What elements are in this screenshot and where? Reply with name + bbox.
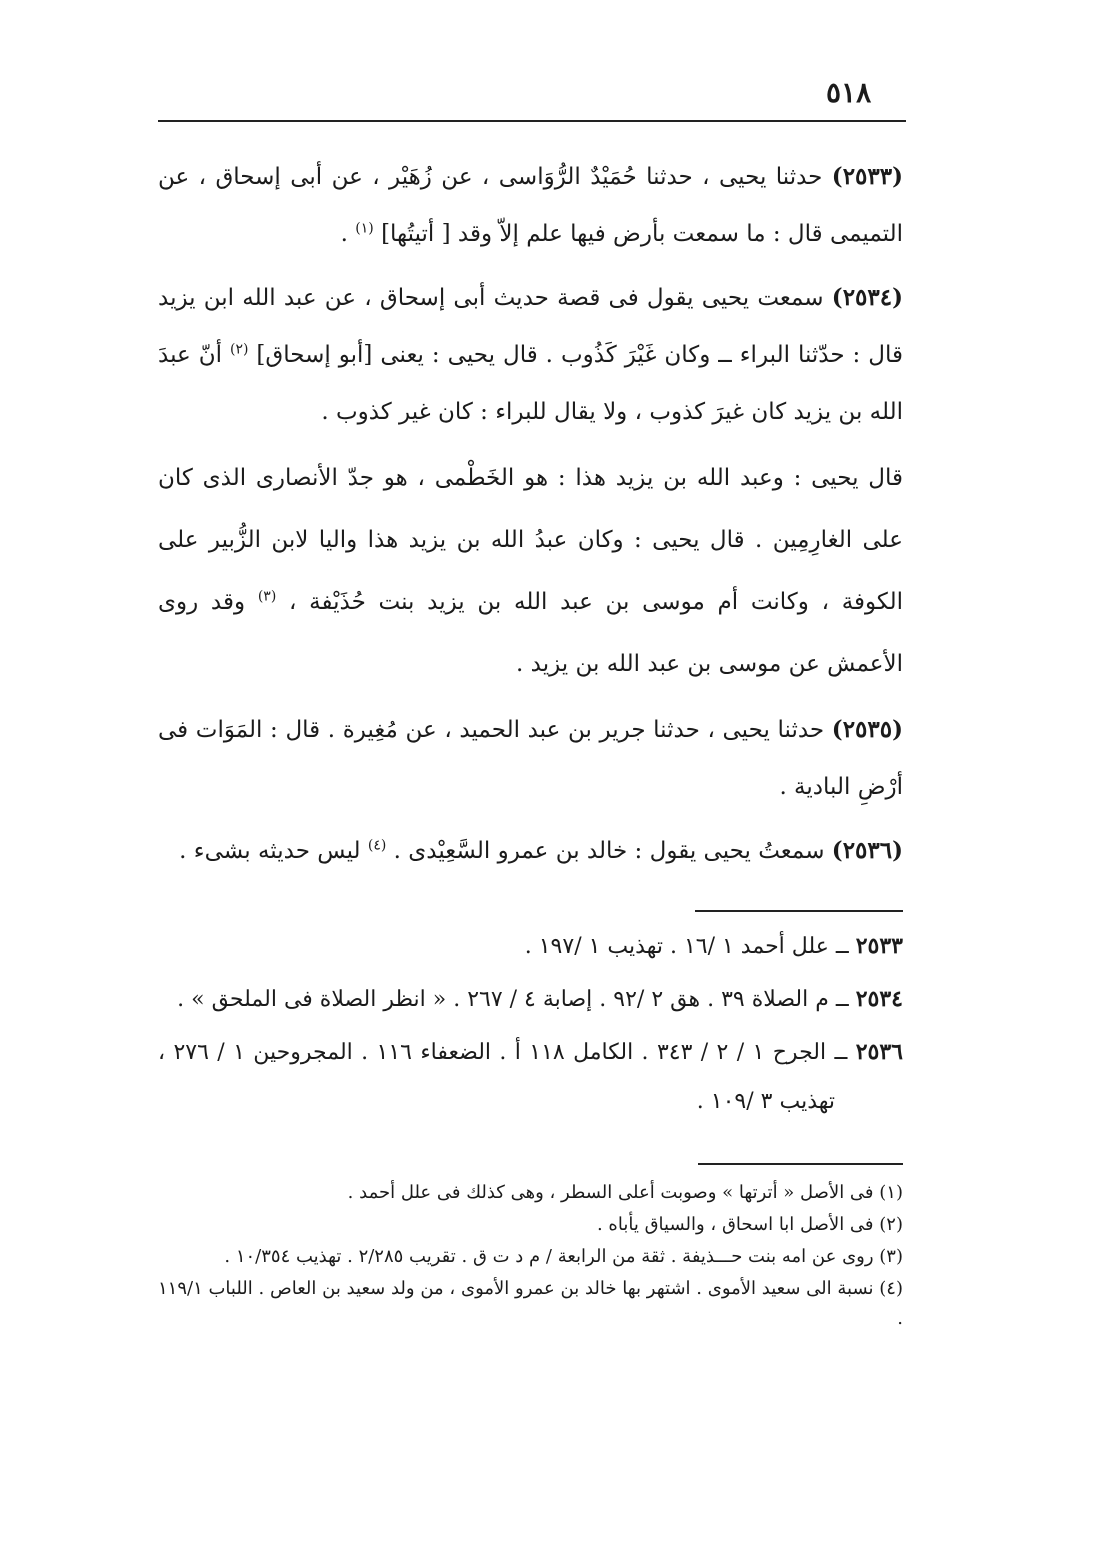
references xyxy=(158,922,903,1130)
footnote-1 xyxy=(158,1178,903,1208)
references-rule xyxy=(695,910,903,912)
footnote-2 xyxy=(158,1210,903,1240)
footnote-marker: (٢) xyxy=(229,341,249,358)
footnote-marker: (٣) xyxy=(257,588,277,605)
hadith-number: (٢٥٣٤) xyxy=(831,284,903,311)
hadith-text: حدثنا يحيى ، حدثنا جرير بن عبد الحميد ، عن مُغِيرة . قال : المَوَات فى أرْضِ البادية . xyxy=(158,717,903,800)
reference-text: ــ م الصلاة ٣٩ . هق ٢ /٩٢ . إصابة ٤ / ٢٦٧ . « انظر الصلاة فى الملحق » . xyxy=(177,987,856,1012)
commentary-text: قال يحيى : وعبد الله بن يزيد هذا : هو الخَطْمى ، هو جدّ الأنصارى الذى كان على الغارِمِين . قال يحيى : وكان عبدُ الله بن يزيد هذا واليا لابن الزُّبير على الكوفة ، وكانت أم موسى بن عبد الله بن يزيد بنت حُذَيْفة ، xyxy=(158,465,904,615)
reference-number: ٢٥٣٣ xyxy=(855,933,903,959)
footnote-marker: (٤) xyxy=(367,837,387,854)
reference-2536 xyxy=(158,1028,903,1126)
header-rule xyxy=(158,120,906,122)
footnote-3 xyxy=(158,1242,903,1272)
hadith-text-tail: أنّ عبدَ الله بن يزيد كان غيرَ كذوب ، ولا يقال للبراء : كان غير كذوب . xyxy=(158,342,903,425)
commentary-text-tail: وقد روى الأعمش عن موسى بن عبد الله بن يزيد . xyxy=(158,589,903,677)
hadith-text-tail: . xyxy=(340,221,356,247)
reference-text: ــ علل أحمد ١ /١٦ . تهذيب ١ /١٩٧ . xyxy=(524,934,856,959)
hadith-number: (٢٥٣٦) xyxy=(831,837,903,864)
hadith-number: (٢٥٣٥) xyxy=(831,716,903,743)
hadith-number: (٢٥٣٣) xyxy=(831,163,903,190)
hadith-text: حدثنا يحيى ، حدثنا حُمَيْدٌ الرُّوَاسى ، عن زُهَيْر ، عن أبى إسحاق ، عن التميمى قال : ما سمعت بأرض فيها علم إلاّ وقد [ أتيتُها] xyxy=(158,164,903,247)
footnote-text: روى عن امه بنت حـــذيفة . ثقة من الرابعة / م د ت ق . تقريب ٢/٢٨٥ . تهذيب ١٠/٣٥٤ . xyxy=(224,1246,880,1267)
hadith-2534 xyxy=(158,269,903,441)
main-text xyxy=(158,148,903,886)
footnote-number: (٣) xyxy=(879,1246,903,1267)
reference-number: ٢٥٣٦ xyxy=(855,1039,903,1065)
hadith-text-tail: ليس حديثه بشىء . xyxy=(179,838,368,864)
hadith-text: سمعت يحيى يقول فى قصة حديث أبى إسحاق ، عن عبد الله ابن يزيد قال : حدّثنا البراء ــ وكان غَيْرَ كَذُوب . قال يحيى : يعنى [أبو إسحاق] xyxy=(158,285,903,368)
footnote-text: نسبة الى سعيد الأموى . اشتهر بها خالد بن عمرو الأموى ، من ولد سعيد بن العاص . اللباب ١١٩/١ . xyxy=(158,1278,903,1329)
page-number: ٥١٨ xyxy=(826,76,872,109)
reference-text: ــ الجرح ١ / ٢ / ٣٤٣ . الكامل ١١٨ أ . الضعفاء ١١٦ . المجروحين ١ / ٢٧٦ ، تهذيب ٣ /١٠٩ . xyxy=(158,1040,856,1114)
footnotes-rule xyxy=(698,1163,903,1165)
hadith-2535 xyxy=(158,701,903,816)
commentary-paragraph xyxy=(158,447,903,695)
hadith-2536 xyxy=(158,822,903,880)
reference-number: ٢٥٣٤ xyxy=(855,986,903,1012)
footnote-number: (١) xyxy=(879,1182,903,1203)
footnote-text: فى الأصل « أترتها » وصوبت أعلى السطر ، وهى كذلك فى علل أحمد . xyxy=(347,1182,880,1203)
footnote-marker: (١) xyxy=(355,220,374,237)
reference-2533 xyxy=(158,922,903,971)
reference-2534 xyxy=(158,975,903,1024)
hadith-text: سمعتُ يحيى يقول : خالد بن عمرو السَّعِيْدى . xyxy=(393,838,832,864)
footnote-number: (٤) xyxy=(879,1278,903,1299)
footnotes xyxy=(158,1178,903,1336)
footnote-number: (٢) xyxy=(879,1214,903,1235)
hadith-2533 xyxy=(158,148,903,263)
footnote-text: فى الأصل ابا اسحاق ، والسياق يأباه . xyxy=(596,1214,880,1235)
footnote-4 xyxy=(158,1274,903,1334)
